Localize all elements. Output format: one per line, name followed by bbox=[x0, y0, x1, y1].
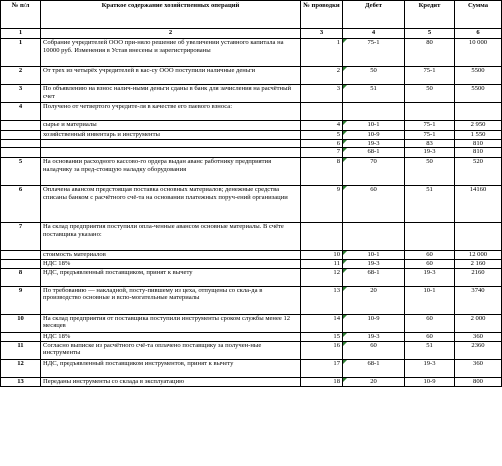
credit-account: 51 bbox=[405, 341, 455, 359]
credit-account: 50 bbox=[405, 85, 455, 103]
debit-account: 10-9 bbox=[343, 314, 405, 332]
row-number: 8 bbox=[1, 268, 41, 286]
credit-account bbox=[405, 223, 455, 251]
operation-description: Собрание учредителей ООО при-няло решение об увеличении уставного капитала на 10000 руб. Изменения в Устав внесены и зарегистрированы bbox=[41, 39, 301, 67]
posting-number: 7 bbox=[301, 148, 343, 158]
table-row bbox=[1, 103, 502, 121]
row-number: 9 bbox=[1, 286, 41, 314]
cell-marker-icon bbox=[343, 360, 347, 364]
operation-description bbox=[41, 139, 301, 148]
cell-marker-icon bbox=[343, 131, 347, 135]
table-row bbox=[1, 148, 502, 158]
col-index: 4 bbox=[343, 29, 405, 39]
credit-account: 80 bbox=[405, 39, 455, 67]
row-number: 11 bbox=[1, 341, 41, 359]
posting-number bbox=[301, 103, 343, 121]
table-row bbox=[1, 259, 502, 268]
row-number bbox=[1, 332, 41, 341]
credit-account: 10-9 bbox=[405, 377, 455, 386]
amount: 810 bbox=[455, 139, 502, 148]
debit-account: 60 bbox=[343, 186, 405, 223]
posting-number: 16 bbox=[301, 341, 343, 359]
row-number: 1 bbox=[1, 39, 41, 67]
credit-account: 19-3 bbox=[405, 268, 455, 286]
cell-marker-icon bbox=[343, 287, 347, 291]
table-row bbox=[1, 377, 502, 386]
operation-description: Получено от четвертого учредите-ля в качестве его паевого взноса: bbox=[41, 103, 301, 121]
debit-account: 68-1 bbox=[343, 148, 405, 158]
posting-number: 15 bbox=[301, 332, 343, 341]
debit-account: 20 bbox=[343, 377, 405, 386]
table-row bbox=[1, 39, 502, 67]
row-number bbox=[1, 121, 41, 131]
posting-number: 17 bbox=[301, 359, 343, 377]
amount bbox=[455, 103, 502, 121]
col-index: 3 bbox=[301, 29, 343, 39]
table-row bbox=[1, 268, 502, 286]
table-row bbox=[1, 332, 502, 341]
row-number: 6 bbox=[1, 186, 41, 223]
posting-number: 18 bbox=[301, 377, 343, 386]
row-number bbox=[1, 251, 41, 260]
amount: 520 bbox=[455, 158, 502, 186]
col-index: 6 bbox=[455, 29, 502, 39]
cell-marker-icon bbox=[343, 39, 347, 43]
column-index-row bbox=[1, 29, 502, 39]
col-index: 5 bbox=[405, 29, 455, 39]
header-ops: Краткое содержание хозяйственных операций bbox=[41, 1, 301, 29]
credit-account: 75-1 bbox=[405, 131, 455, 140]
credit-account: 60 bbox=[405, 259, 455, 268]
credit-account: 51 bbox=[405, 186, 455, 223]
col-index: 1 bbox=[1, 29, 41, 39]
cell-marker-icon bbox=[343, 140, 347, 144]
debit-account: 75-1 bbox=[343, 39, 405, 67]
operation-description: На основании расходного кассово-го ордера выдан аванс работнику предприятия наладчику за пред-стоящую наладку оборудования bbox=[41, 158, 301, 186]
debit-account: 70 bbox=[343, 158, 405, 186]
amount: 5500 bbox=[455, 67, 502, 85]
row-number: 13 bbox=[1, 377, 41, 386]
amount: 810 bbox=[455, 148, 502, 158]
operation-description: НДС, предъявленный поставщиком, принят к вычету bbox=[41, 268, 301, 286]
operation-description: От трех из четырёх учредителей в кас-су ООО поступили наличные деньги bbox=[41, 67, 301, 85]
operation-description: хозяйственный инвентарь и инструменты bbox=[41, 131, 301, 140]
operation-description bbox=[41, 148, 301, 158]
credit-account: 50 bbox=[405, 158, 455, 186]
operation-description: НДС, предъявленный поставщиком инструментов, принят к вычету bbox=[41, 359, 301, 377]
debit-account: 19-3 bbox=[343, 332, 405, 341]
credit-account: 60 bbox=[405, 251, 455, 260]
row-number: 3 bbox=[1, 85, 41, 103]
row-number bbox=[1, 259, 41, 268]
amount: 1 550 bbox=[455, 131, 502, 140]
amount: 2360 bbox=[455, 341, 502, 359]
row-number: 5 bbox=[1, 158, 41, 186]
amount: 10 000 bbox=[455, 39, 502, 67]
table-row bbox=[1, 314, 502, 332]
debit-account: 51 bbox=[343, 85, 405, 103]
amount: 12 000 bbox=[455, 251, 502, 260]
debit-account: 10-1 bbox=[343, 121, 405, 131]
posting-number: 3 bbox=[301, 85, 343, 103]
debit-account: 19-3 bbox=[343, 139, 405, 148]
cell-marker-icon bbox=[343, 333, 347, 337]
operation-description: сырье и материалы bbox=[41, 121, 301, 131]
credit-account: 19-3 bbox=[405, 148, 455, 158]
operation-description: НДС 18% bbox=[41, 259, 301, 268]
table-row bbox=[1, 359, 502, 377]
credit-account: 83 bbox=[405, 139, 455, 148]
amount: 360 bbox=[455, 332, 502, 341]
posting-number bbox=[301, 223, 343, 251]
posting-number: 13 bbox=[301, 286, 343, 314]
operation-description: По объявлению на взнос налич-ными деньги сданы в банк для зачисления на расчётный счет bbox=[41, 85, 301, 103]
cell-marker-icon bbox=[343, 269, 347, 273]
operation-description: На склад предприятия поступили опла-ченные авансом основные материалы. В счёте поставщика указано: bbox=[41, 223, 301, 251]
row-number bbox=[1, 139, 41, 148]
operation-description: На склад предприятия от поставщика поступили инструменты сроком службы менее 12 месяцев bbox=[41, 314, 301, 332]
table-row bbox=[1, 223, 502, 251]
amount: 360 bbox=[455, 359, 502, 377]
posting-number: 6 bbox=[301, 139, 343, 148]
posting-number: 8 bbox=[301, 158, 343, 186]
row-number bbox=[1, 131, 41, 140]
row-number: 7 bbox=[1, 223, 41, 251]
cell-marker-icon bbox=[343, 148, 347, 152]
operation-description: Оплачена авансом предстоящая поставка основных материалов; денежные средства списаны банком с расчётного счё-та на основании платежных поруч-ений организации bbox=[41, 186, 301, 223]
table-row bbox=[1, 67, 502, 85]
credit-account: 19-3 bbox=[405, 359, 455, 377]
cell-marker-icon bbox=[343, 121, 347, 125]
credit-account: 10-1 bbox=[405, 286, 455, 314]
row-number bbox=[1, 148, 41, 158]
operation-description: По требованию — накладной, посту-пившему из цеха, отпущены со скла-да в производство основные и вспо-могательные материалы bbox=[41, 286, 301, 314]
row-number: 4 bbox=[1, 103, 41, 121]
amount: 5500 bbox=[455, 85, 502, 103]
table-row bbox=[1, 251, 502, 260]
table-row bbox=[1, 341, 502, 359]
cell-marker-icon bbox=[343, 158, 347, 162]
debit-account: 68-1 bbox=[343, 359, 405, 377]
credit-account: 75-1 bbox=[405, 67, 455, 85]
debit-account: 10-1 bbox=[343, 251, 405, 260]
cell-marker-icon bbox=[343, 342, 347, 346]
credit-account: 60 bbox=[405, 314, 455, 332]
amount: 2 000 bbox=[455, 314, 502, 332]
table-row bbox=[1, 85, 502, 103]
debit-account: 68-1 bbox=[343, 268, 405, 286]
header-posting: № проводки bbox=[301, 1, 343, 29]
posting-number: 12 bbox=[301, 268, 343, 286]
cell-marker-icon bbox=[343, 85, 347, 89]
posting-number: 9 bbox=[301, 186, 343, 223]
header-sum: Сумма bbox=[455, 1, 502, 29]
cell-marker-icon bbox=[343, 186, 347, 190]
debit-account bbox=[343, 223, 405, 251]
debit-account: 60 bbox=[343, 341, 405, 359]
posting-number: 11 bbox=[301, 259, 343, 268]
debit-account: 10-9 bbox=[343, 131, 405, 140]
credit-account: 60 bbox=[405, 332, 455, 341]
amount: 800 bbox=[455, 377, 502, 386]
posting-number: 4 bbox=[301, 121, 343, 131]
table-row bbox=[1, 131, 502, 140]
cell-marker-icon bbox=[343, 378, 347, 382]
operation-description: Согласно выписке из расчётного счё-та оплачено поставщику за получен-ные инструменты bbox=[41, 341, 301, 359]
header-row bbox=[1, 1, 502, 29]
debit-account: 50 bbox=[343, 67, 405, 85]
table-row bbox=[1, 286, 502, 314]
operation-description: стоимость материалов bbox=[41, 251, 301, 260]
posting-number: 1 bbox=[301, 39, 343, 67]
credit-account bbox=[405, 103, 455, 121]
cell-marker-icon bbox=[343, 251, 347, 255]
amount: 2 950 bbox=[455, 121, 502, 131]
credit-account: 75-1 bbox=[405, 121, 455, 131]
col-index: 2 bbox=[41, 29, 301, 39]
row-number: 10 bbox=[1, 314, 41, 332]
cell-marker-icon bbox=[343, 260, 347, 264]
table-row bbox=[1, 139, 502, 148]
header-num: № п/л bbox=[1, 1, 41, 29]
amount bbox=[455, 223, 502, 251]
table-row bbox=[1, 121, 502, 131]
table-row bbox=[1, 158, 502, 186]
row-number: 12 bbox=[1, 359, 41, 377]
amount: 3740 bbox=[455, 286, 502, 314]
cell-marker-icon bbox=[343, 315, 347, 319]
header-debit: Дебет bbox=[343, 1, 405, 29]
operation-description: НДС 18% bbox=[41, 332, 301, 341]
header-credit: Кредит bbox=[405, 1, 455, 29]
debit-account: 20 bbox=[343, 286, 405, 314]
debit-account: 19-3 bbox=[343, 259, 405, 268]
posting-number: 2 bbox=[301, 67, 343, 85]
amount: 2 160 bbox=[455, 259, 502, 268]
posting-number: 10 bbox=[301, 251, 343, 260]
row-number: 2 bbox=[1, 67, 41, 85]
posting-number: 14 bbox=[301, 314, 343, 332]
operation-description: Переданы инструменты со склада в эксплуатацию bbox=[41, 377, 301, 386]
debit-account bbox=[343, 103, 405, 121]
table-row bbox=[1, 186, 502, 223]
amount: 2160 bbox=[455, 268, 502, 286]
amount: 14160 bbox=[455, 186, 502, 223]
cell-marker-icon bbox=[343, 67, 347, 71]
posting-number: 5 bbox=[301, 131, 343, 140]
